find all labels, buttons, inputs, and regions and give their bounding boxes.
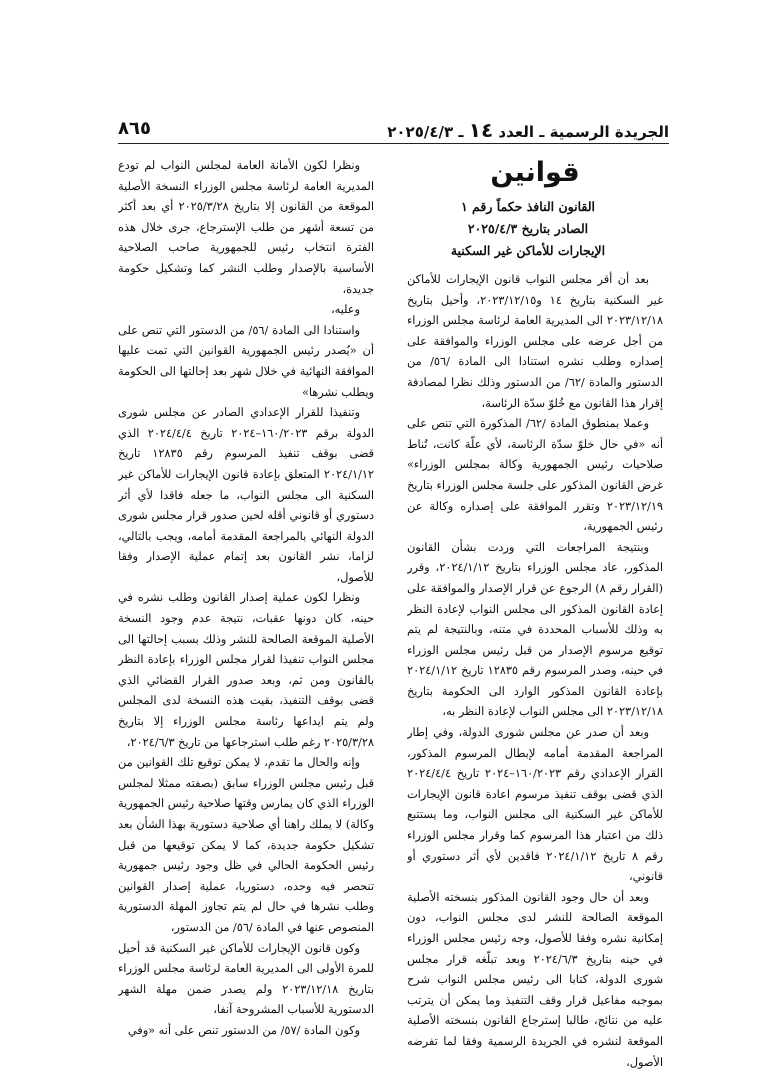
paragraph: وإنه والحال ما تقدم، لا يمكن توقيع تلك القوانين من قبل رئيس مجلس الوزراء سابق (بصفته ممثلا لمجلس الوزراء الذي كان يمارس وقتها صلاحية رئيس الجمهورية وكالة) لا يملك راهنا أي صلاحية دستورية بهذا الشأن بعد تشكيل حكومة جديدة، كما لا يمكن توقيعها من قبل رئيس الحكومة الحالي في ظل وجود رئيس جمهورية تنحصر فيه وحده، دستوريا، عملية إصدار القوانين وطلب نشرها في حال لم يتم تجاوز المهلة الدستورية المنصوص عنها في المادة /٥٦/ من الدستور، — [118, 756, 374, 934]
paragraph: ونظرا لكون الأمانة العامة لمجلس النواب لم تودع المديرية العامة لرئاسة مجلس الوزراء النسخة الأصلية الموقعة من القانون إلا بتاريخ ٢٠٢٥/٣/٢٨ أي بعد أكثر من تسعة أشهر من طلب الإسترجاع، جرى خلال هذه الفترة انتخاب رئيس للجمهورية صاحب الصلاحية الأساسية بالإصدار وطلب النشر كما وتشكيل حكومة جديدة، — [118, 159, 374, 296]
law-heading-line-1: القانون النافذ حكماً رقم ١ — [460, 199, 596, 214]
page-header — [118, 118, 669, 144]
paragraph: وبعد أن صدر عن مجلس شورى الدولة، وفي إطار المراجعة المقدمة أمامه لإبطال المرسوم المذكور، القرار الإعدادي رقم ١٦٠/٢٠٢٣–٢٠٢٤ تاريخ ٢٠٢٤/٤/٤ الذي قضى بوقف تنفيذ مرسوم اعادة قانون الإيجارات للأماكن غير السكنية الى مجلس النواب، وما يستتبع ذلك من اعتبار هذا المرسوم كما وقرار مجلس الوزراء رقم ٨ تاريخ ٢٠٢٤/١/١٢ فاقدين لأي أثر دستوري أو قانوني، — [407, 726, 663, 884]
gazette-name: الجريدة الرسمية ـ العدد — [498, 123, 669, 141]
law-heading-line-3: الإيجارات للأماكن غير السكنية — [450, 243, 606, 258]
paragraph: بعد أن أقر مجلس النواب قانون الإيجارات للأماكن غير السكنية بتاريخ ١٤ و٢٠٢٣/١٢/١٥، وأحيل بتاريخ ٢٠٢٣/١٢/١٨ الى المديرية العامة لرئاسة مجلس الوزراء من أجل عرضه على مجلس الوزراء والموافقة على إصداره وطلب نشره استنادا الى المادة /٥٦/ من الدستور والمادة /٦٢/ من الدستور وذلك نظرا لمصادفة إقرار هذا القانون مع خُلوّ سدّة الرئاسة، — [407, 273, 663, 410]
paragraph: وكون قانون الإيجارات للأماكن غير السكنية قد أحيل للمرة الأولى الى المديرية العامة لرئاسة مجلس الوزراء بتاريخ ٢٠٢٣/١٢/١٨ ولم يصدر ضمن مهلة الشهر الدستورية للأسباب المشروحة آنفا، — [118, 941, 374, 1017]
issue-date: ـ ٢٠٢٥/٤/٣ — [387, 123, 464, 141]
paragraph: وبنتيجة المراجعات التي وردت بشأن القانون المذكور، عاد مجلس الوزراء بتاريخ ٢٠٢٤/١/١٢، وقرر (القرار رقم ٨) الرجوع عن قرار الإصدار والموافقة على إعادة القانون المذكور الى مجلس النواب لإعادة النظر به وذلك للأسباب المحددة في متنه، وبالنتيجة لم يتم توقيع مرسوم الإصدار من قبل رئيس مجلس الوزراء في حينه، وصدر المرسوم رقم ١٢٨٣٥ تاريخ ٢٠٢٤/١/١٢ بإعادة القانون المذكور الوارد الى الحكومة بتاريخ ٢٠٢٣/١٢/١٨ الى مجلس النواب لإعادة النظر به، — [407, 540, 663, 719]
paragraph: وبعد أن حال وجود القانون المذكور بنسخته الأصلية الموقعة الصالحة للنشر لدى مجلس النواب، دون إمكانية نشره وفقا للأصول، وجه رئيس مجلس الوزراء في حينه بتاريخ ٢٠٢٤/٦/٣ وبعد تبلّغه قرار مجلس شورى الدولة، كتابا الى رئيس مجلس النواب شرح بموجبه مفاعيل قرار وقف التنفيذ وما يمكن أن يترتب عليه من نتائج، طالبا إسترجاع القانون بنسخته الأصلية الموقعة لنشره في الجريدة الرسمية وفقا لما تفرضه الأصول، — [407, 890, 663, 1069]
paragraph: وعليه، — [330, 303, 360, 317]
paragraph: وتنفيذا للقرار الإعدادي الصادر عن مجلس شورى الدولة برقم ١٦٠/٢٠٢٣–٢٠٢٤ تاريخ ٢٠٢٤/٤/٤ الذي قضى بوقف تنفيذ المرسوم رقم ١٢٨٣٥ تاريخ ٢٠٢٤/١/١٢ المتعلق بإعادة قانون الإيجارات للأماكن غير السكنية الى مجلس النواب، ما جعله فاقدا لأي أثر دستوري أو قانوني أقله لحين صدور قرار مجلس شورى الدولة النهائي بالمراجعة المقدمة أمامه، ويجب بالتالي، لزاما، نشر القانون بعد إتمام عملية الإصدار وفقا للأصول، — [118, 406, 374, 584]
paragraph: واستنادا الى المادة /٥٦/ من الدستور التي تنص على أن «يُصدر رئيس الجمهورية القوانين التي تمت عليها الموافقة النهائية في خلال شهر بعد إحالتها الى الحكومة ويطلب نشرها» — [118, 323, 374, 399]
issue-number: ١٤ — [468, 118, 494, 142]
paragraph: وكون المادة /٥٧/ من الدستور تنص على أنه «وفي — [127, 1023, 360, 1037]
law-heading — [407, 196, 663, 262]
right-column — [407, 156, 663, 1071]
law-heading-line-2: الصادر بتاريخ ٢٠٢٥/٤/٣ — [467, 221, 589, 236]
left-column — [118, 156, 374, 1071]
gazette-title — [387, 118, 669, 142]
paragraph: وعملا بمنطوق المادة /٦٢/ المذكورة التي تنص على أنه «في حال خلوّ سدّة الرئاسة، لأي علّة كانت، تُناط صلاحيات رئيس الجمهورية وكالة بمجلس الوزراء» غرض القانون المذكور على جلسة مجلس الوزراء بتاريخ ٢٠٢٣/١٢/١٩ وتقرر الموافقة على إصداره وكالة عن رئيس الجمهورية، — [407, 417, 663, 534]
page-number: ٨٦٥ — [118, 118, 151, 139]
paragraph: ونظرا لكون عملية إصدار القانون وطلب نشره في حينه، كان دونها عقبات، نتيجة عدم وجود النسخة الأصلية الموقعة الصالحة للنشر وذلك بسبب إحالتها الى مجلس النواب تنفيذا لقرار مجلس الوزراء بإعادة النظر بالقانون ومن ثم، وبعد صدور القرار القضائي الذي قضى بوقف التنفيذ، بقيت هذه النسخة لدى المجلس ولم يتم ايداعها رئاسة مجلس الوزراء إلا بتاريخ ٢٠٢٥/٣/٢٨ رغم طلب استرجاعها من تاريخ ٢٠٢٤/٦/٣، — [118, 591, 374, 749]
section-title: قوانين — [490, 157, 580, 188]
